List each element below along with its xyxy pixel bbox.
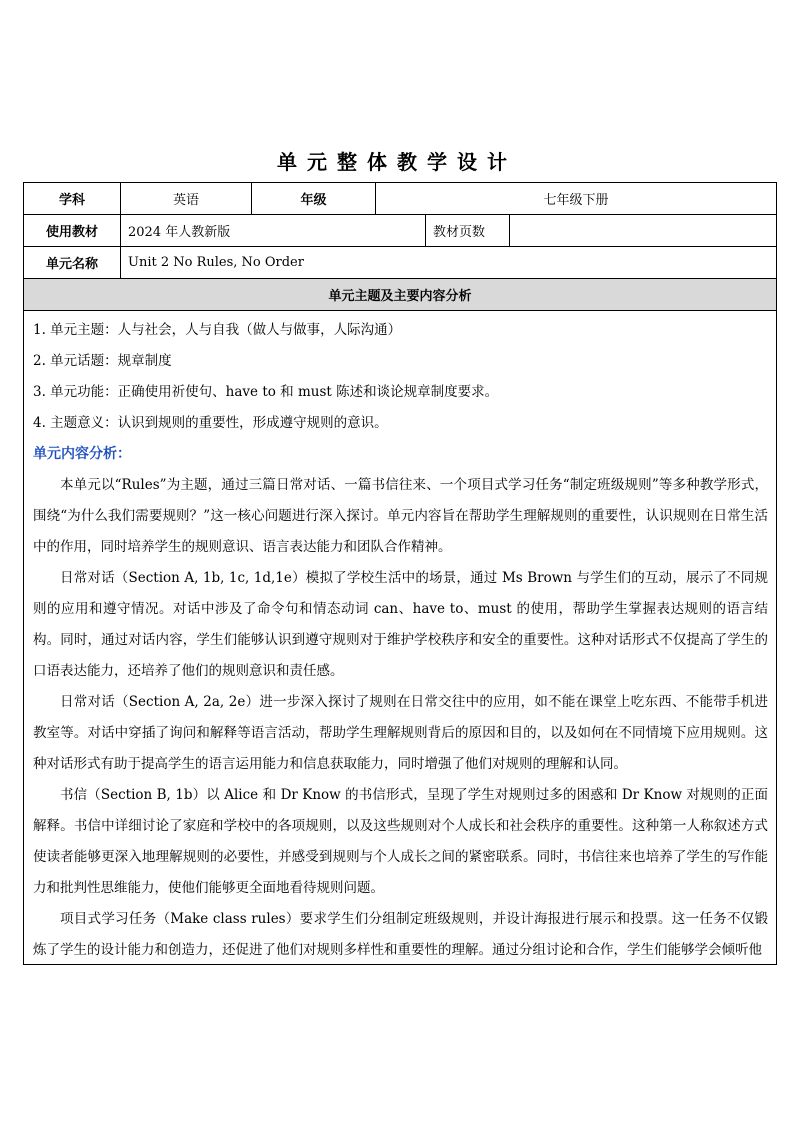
grade-label: 年级	[252, 183, 376, 214]
section-header: 单元主题及主要内容分析	[328, 289, 472, 304]
table-row-textbook	[23, 214, 777, 246]
paragraph: 书信（Section B, 1b）以 Alice 和 Dr Know 的书信形式，呈现了学生对规则过多的困惑和 Dr Know 对规则的正面解释。书信中详细讨论了家庭和学校中的各项规则，以及这些规则对个人成长和社会秩序的重要性。这种第一人称叙述方式使读者能够更深入地理解规则的必要性，并感受到规则与个人成长之间的紧密联系。同时，书信往来也培养了学生的写作能力和批判性思维能力，使他们能够更全面地看待规则问题。	[33, 787, 768, 896]
paragraph: 日常对话（Section A, 2a, 2e）进一步深入探讨了规则在日常交往中的应用，如不能在课堂上吃东西、不能带手机进教室等。对话中穿插了询问和解释等语言活动，帮助学生理解规则背后的原因和目的，以及如何在不同情境下应用规则。这种对话形式有助于提高学生的语言运用能力和信息获取能力，同时增强了他们对规则的理解和认同。	[33, 694, 768, 772]
section-header-row	[23, 278, 777, 310]
point-item: 4. 主题意义：认识到规则的重要性，形成遵守规则的意识。	[33, 415, 388, 431]
point-item: 2. 单元话题：规章制度	[33, 353, 172, 369]
pages-label: 教材页数	[426, 215, 510, 246]
paragraph: 本单元以“Rules”为主题，通过三篇日常对话、一篇书信往来、一个项目式学习任务“制定班级规则”等多种教学形式，围绕“为什么我们需要规则？”这一核心问题进行深入探讨。单元内容旨在帮助学生理解规则的重要性，认识规则在日常生活中的作用，同时培养学生的规则意识、语言表达能力和团队合作精神。	[33, 477, 768, 555]
subject-value: 英语	[121, 183, 252, 214]
paragraph: 日常对话（Section A, 1b, 1c, 1d,1e）模拟了学校生活中的场景，通过 Ms Brown 与学生们的互动，展示了不同规则的应用和遵守情况。对话中涉及了命令句和情态动词 can、have to、must 的使用，帮助学生掌握表达规则的语言结构。同时，通过对话内容，学生们能够认识到遵守规则对于维护学校秩序和安全的重要性。这种对话形式不仅提高了学生的口语表达能力，还培养了他们的规则意识和责任感。	[33, 570, 768, 679]
paragraph: 项目式学习任务（Make class rules）要求学生们分组制定班级规则，并设计海报进行展示和投票。这一任务不仅锻炼了学生的设计能力和创造力，还促进了他们对规则多样性和重要性的理解。通过分组讨论和合作，学生们能够学会倾听他	[33, 911, 768, 958]
pages-value	[510, 215, 776, 246]
unit-value: Unit 2 No Rules, No Order	[128, 255, 304, 270]
analysis-heading: 单元内容分析：	[33, 446, 131, 462]
point-item: 3. 单元功能：正确使用祈使句、have to 和 must 陈述和谈论规章制度要求。	[33, 384, 499, 400]
content-area	[23, 310, 777, 965]
point-item: 1. 单元主题：人与社会，人与自我（做人与做事，人际沟通）	[33, 322, 402, 338]
textbook-value: 2024 年人教新版	[121, 215, 426, 246]
table-row-unit	[23, 246, 777, 278]
subject-label: 学科	[24, 183, 121, 214]
page-title: 单元整体教学设计	[277, 150, 517, 174]
grade-value: 七年级下册	[543, 193, 609, 208]
textbook-label: 使用教材	[24, 215, 121, 246]
table-row-subject	[23, 182, 777, 214]
unit-label: 单元名称	[24, 247, 121, 278]
